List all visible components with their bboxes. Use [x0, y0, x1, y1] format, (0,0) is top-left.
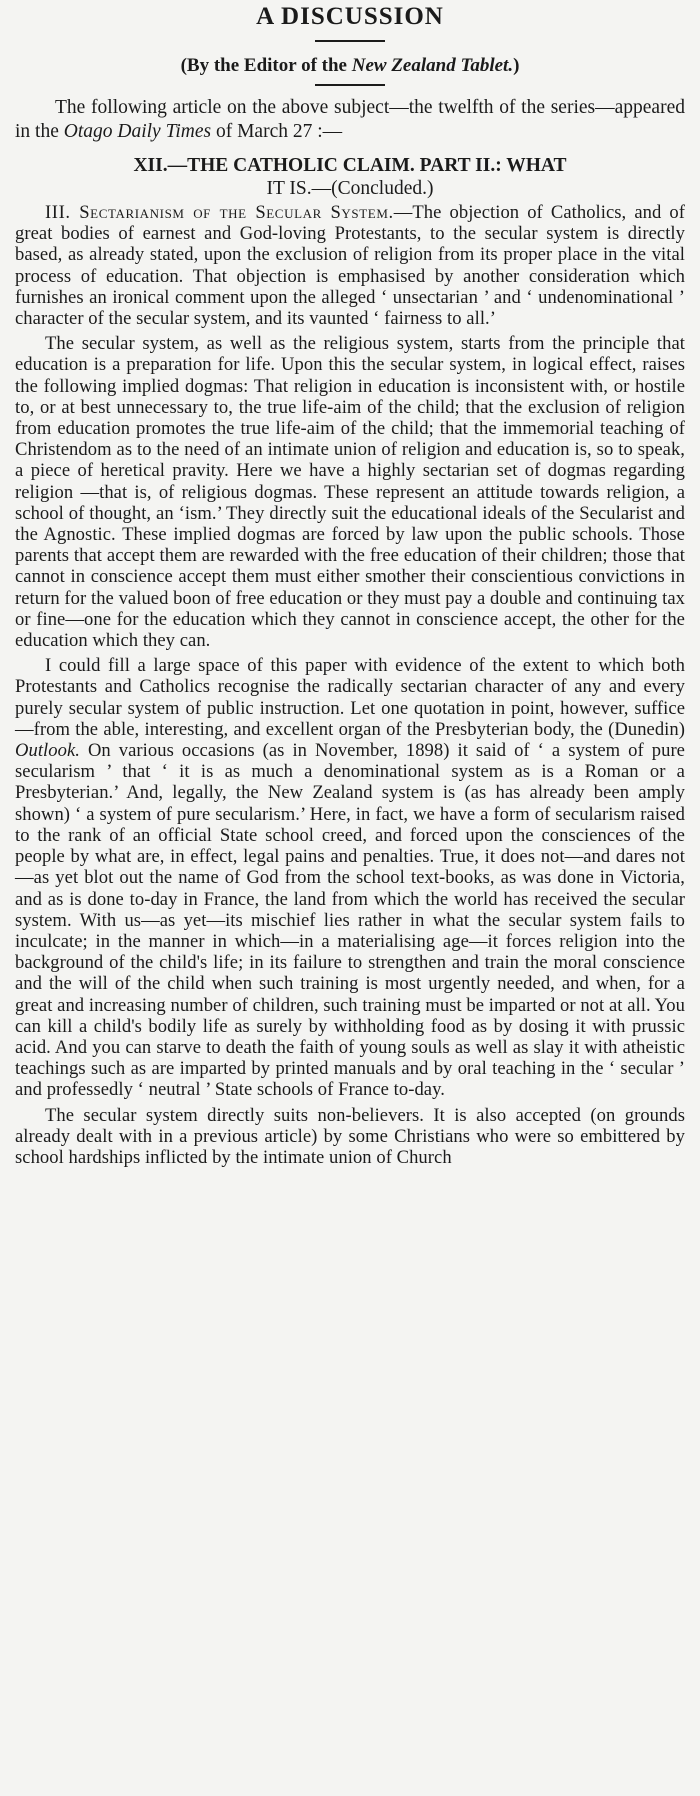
headline-rule	[315, 40, 385, 42]
paragraph-1-body: —The objection of Catholics, and of great bodies of earnest and God-loving Protestants, to the secular system is directly based, as already stated, upon the exclusion of religion from its proper place in the vital process of education. That objection is emphasised by another consideration which furnishes an ironical comment upon the alleged ‘ unsectarian ’ and ‘ undenominational ’ character of the secular system, and its vaunted ‘ fairness to all.’	[15, 202, 685, 330]
paragraph-1	[15, 202, 685, 329]
paragraph-2: The secular system, as well as the religious system, starts from the principle that education is a preparation for life. Upon this the secular system, in logical effect, raises the following implied dogmas: That religion in education is inconsistent with, or hostile to, or at best unnecessary to, the true life-aim of the child; that the exclusion of religion from education promotes the true life-aim of the child; that the immemorial teaching of Christendom as to the need of an intimate union of religion and education is, so to speak, a piece of heretical pravity. Here we have a highly sectarian set of dogmas regarding religion —that is, of religious dogmas. These represent an attitude towards religion, a school of thought, an ‘ism.’ They directly suit the educational ideals of the Secularist and the Agnostic. These implied dogmas are forced by law upon the public schools. Those parents that accept them are rewarded with the free education of their children; those that cannot in conscience accept them must either smother their conscientious convictions in return for the valued boon of free education or they must pay a double and continuing tax or fine—one for the education which they cannot in conscience accept, the other for the education which they can.	[15, 333, 685, 652]
intro-text-1: The following article on the above subject—the twelfth of the series—appeared in the	[15, 97, 685, 142]
intro-publication: Otago Daily Times	[63, 121, 212, 142]
section-title: XII.—THE CATHOLIC CLAIM. PART II.: WHAT	[133, 155, 567, 176]
section-subtitle: IT IS.—(Concluded.)	[266, 178, 434, 199]
byline-prefix: (By the Editor of the	[180, 55, 352, 76]
paragraph-4: The secular system directly suits non-believers. It is also accepted (on grounds already dealt with in a previous article) by some Christians who were so embittered by school hardships inflicted by the intimate union of Church	[15, 1104, 685, 1168]
intro-paragraph	[15, 96, 685, 144]
byline-rule	[315, 84, 385, 86]
byline-suffix: )	[513, 55, 520, 76]
byline-publication: New Zealand Tablet.	[351, 55, 514, 76]
intro-text-2: of March 27 :—	[211, 121, 343, 142]
paragraph-3	[15, 655, 685, 1100]
headline: A DISCUSSION	[256, 3, 444, 30]
paragraph-3-text-a: I could fill a large space of this paper with evidence of the extent to which both Protestants and Catholics recognise the radically sectarian character of any and every purely secular system of public instruction. Let one quotation in point, however, suffice—from the able, interesting, and excellent organ of the Presbyterian body, the (Dunedin)	[15, 655, 685, 740]
paragraph-3-text-b: On various occasions (as in November, 1898) it said of ‘ a system of pure secularism ’ that ‘ it is as much a denominational system as is a Roman or a Presbyterian.’ And, legally, the New Zealand system is (as has already been amply shown) ‘ a system of pure secularism.’ Here, in fact, we have a form of secularism raised to the rank of an official State school creed, and forced upon the consciences of the people by what are, in effect, legal pains and penalties. True, it does not—and dares not—as yet blot out the name of God from the school text-books, as was done in Victoria, and as is done to-day in France, the land from which the world has received the secular system. With us—as yet—its mischief lies rather in what the secular system fails to inculcate; in the manner in which—in a materialising age—it forces religion into the background of the child's life; in its failure to strengthen and train the moral conscience and the will of the child when such training is most urgently needed, and when, for a great and increasing number of children, such training must be imparted or not at all. You can kill a child's bodily life as surely by withholding food as by dosing it with prussic acid. And you can starve to death the faith of young souls as well as slay it with atheistic teachings such as are imparted by printed manuals and by oral teaching in the ‘ secular ’ and professedly ‘ neutral ’ State schools of France to-day.	[15, 740, 685, 1101]
paragraph-1-lead: III. Sectarianism of the Secular System.	[45, 202, 394, 223]
byline	[15, 54, 685, 78]
paragraph-3-outlook: Outlook.	[15, 740, 80, 762]
